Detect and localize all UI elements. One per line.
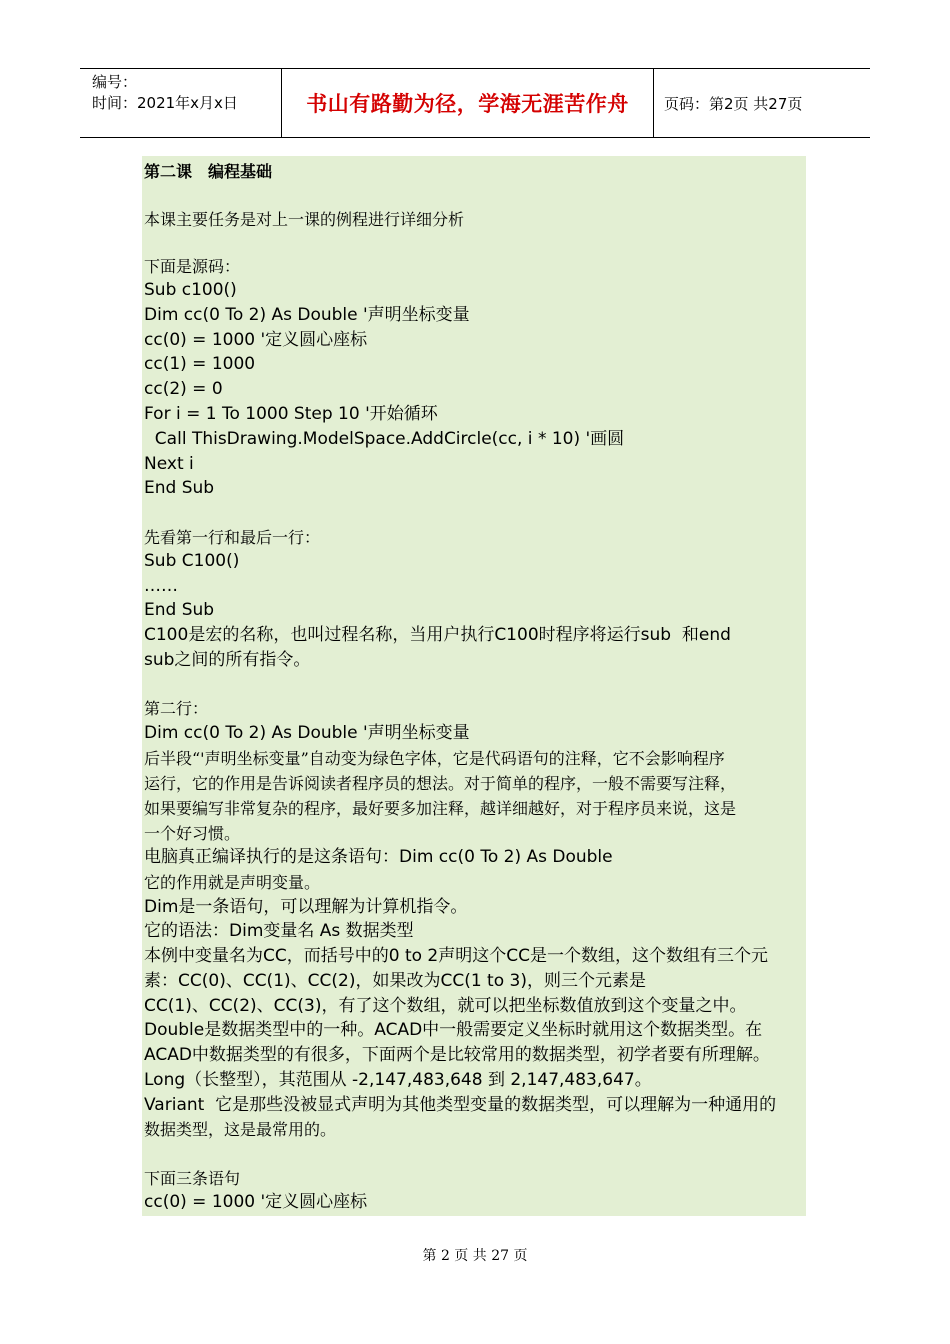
text-line: 下面是源码： <box>144 257 241 276</box>
text-line: Dim是一条语句，可以理解为计算机指令。 <box>144 897 468 917</box>
text-line: 它的作用就是声明变量。 <box>144 873 321 892</box>
lesson-title: 第二课 编程基础 <box>144 162 273 181</box>
motto-text: 书山有路勤为径，学海无涯苦作舟 <box>306 92 629 116</box>
text-line: Long（长整型），其范围从 -2,147,483,648 到 2,147,483,647。 <box>144 1070 652 1090</box>
date-label: 时间：2021年x月x日 <box>92 94 238 112</box>
code-line: Dim cc(0 To 2) As Double '声明坐标变量 <box>144 305 470 325</box>
code-line: End Sub <box>144 600 215 620</box>
text-line: 先看第一行和最后一行： <box>144 528 321 547</box>
header-motto <box>282 69 654 137</box>
code-line: cc(0) = 1000 '定义圆心座标 <box>144 1192 368 1212</box>
code-line: Call ThisDrawing.ModelSpace.AddCircle(cc, i * 10) '画圆 <box>144 429 625 449</box>
page-info-text: 页码：第2页 共27页 <box>664 94 803 113</box>
text-line: 运行，它的作用是告诉阅读者程序员的想法。对于简单的程序，一般不需要写注释， <box>144 774 737 793</box>
text-line: 它的语法：Dim变量名 As 数据类型 <box>144 921 414 941</box>
code-line: cc(1) = 1000 <box>144 354 256 374</box>
code-line: cc(2) = 0 <box>144 379 223 399</box>
code-line: cc(0) = 1000 '定义圆心座标 <box>144 330 368 350</box>
text-line: Variant 它是那些没被显式声明为其他类型变量的数据类型，可以理解为一种通用的 <box>144 1095 777 1115</box>
text-line: C100是宏的名称，也叫过程名称，当用户执行C100时程序将运行sub 和end <box>144 625 731 645</box>
text-line: 本例中变量名为CC，而括号中的0 to 2声明这个CC是一个数组，这个数组有三个元 <box>144 946 768 966</box>
code-line: …… <box>144 576 178 596</box>
page-header <box>80 68 870 138</box>
code-line: Dim cc(0 To 2) As Double '声明坐标变量 <box>144 723 470 743</box>
code-line: Sub C100() <box>144 551 240 571</box>
text-line: 电脑真正编译执行的是这条语句：Dim cc(0 To 2) As Double <box>144 847 613 867</box>
text-line: 素：CC(0)、CC(1)、CC(2)，如果改为CC(1 to 3)，则三个元素是 <box>144 971 646 991</box>
header-page-info <box>654 69 870 137</box>
footer-page-number: 第 2 页 共 27 页 <box>422 1248 528 1264</box>
header-meta <box>80 69 282 137</box>
text-line: 如果要编写非常复杂的程序，最好要多加注释，越详细越好，对于程序员来说，这是 <box>144 799 737 818</box>
text-line: CC(1)、CC(2)、CC(3)，有了这个数组，就可以把坐标数值放到这个变量之中。 <box>144 996 747 1016</box>
page-footer <box>0 1245 950 1265</box>
code-line: For i = 1 To 1000 Step 10 '开始循环 <box>144 404 438 424</box>
text-line: 数据类型，这是最常用的。 <box>144 1120 337 1139</box>
text-line: sub之间的所有指令。 <box>144 650 311 670</box>
text-line: 后半段“'声明坐标变量”自动变为绿色字体，它是代码语句的注释，它不会影响程序 <box>144 749 725 768</box>
text-line: 第二行： <box>144 699 209 718</box>
text-line: 本课主要任务是对上一课的例程进行详细分析 <box>144 210 465 229</box>
text-line: 一个好习惯。 <box>144 824 241 843</box>
number-label: 编号： <box>92 73 138 91</box>
text-line: Double是数据类型中的一种。ACAD中一般需要定义坐标时就用这个数据类型。在 <box>144 1020 763 1040</box>
code-line: End Sub <box>144 478 215 498</box>
code-line: Sub c100() <box>144 280 237 300</box>
text-line: ACAD中数据类型的有很多，下面两个是比较常用的数据类型，初学者要有所理解。 <box>144 1045 770 1065</box>
text-line: 下面三条语句 <box>144 1169 241 1188</box>
code-line: Next i <box>144 454 194 474</box>
lesson-content <box>142 156 806 1216</box>
